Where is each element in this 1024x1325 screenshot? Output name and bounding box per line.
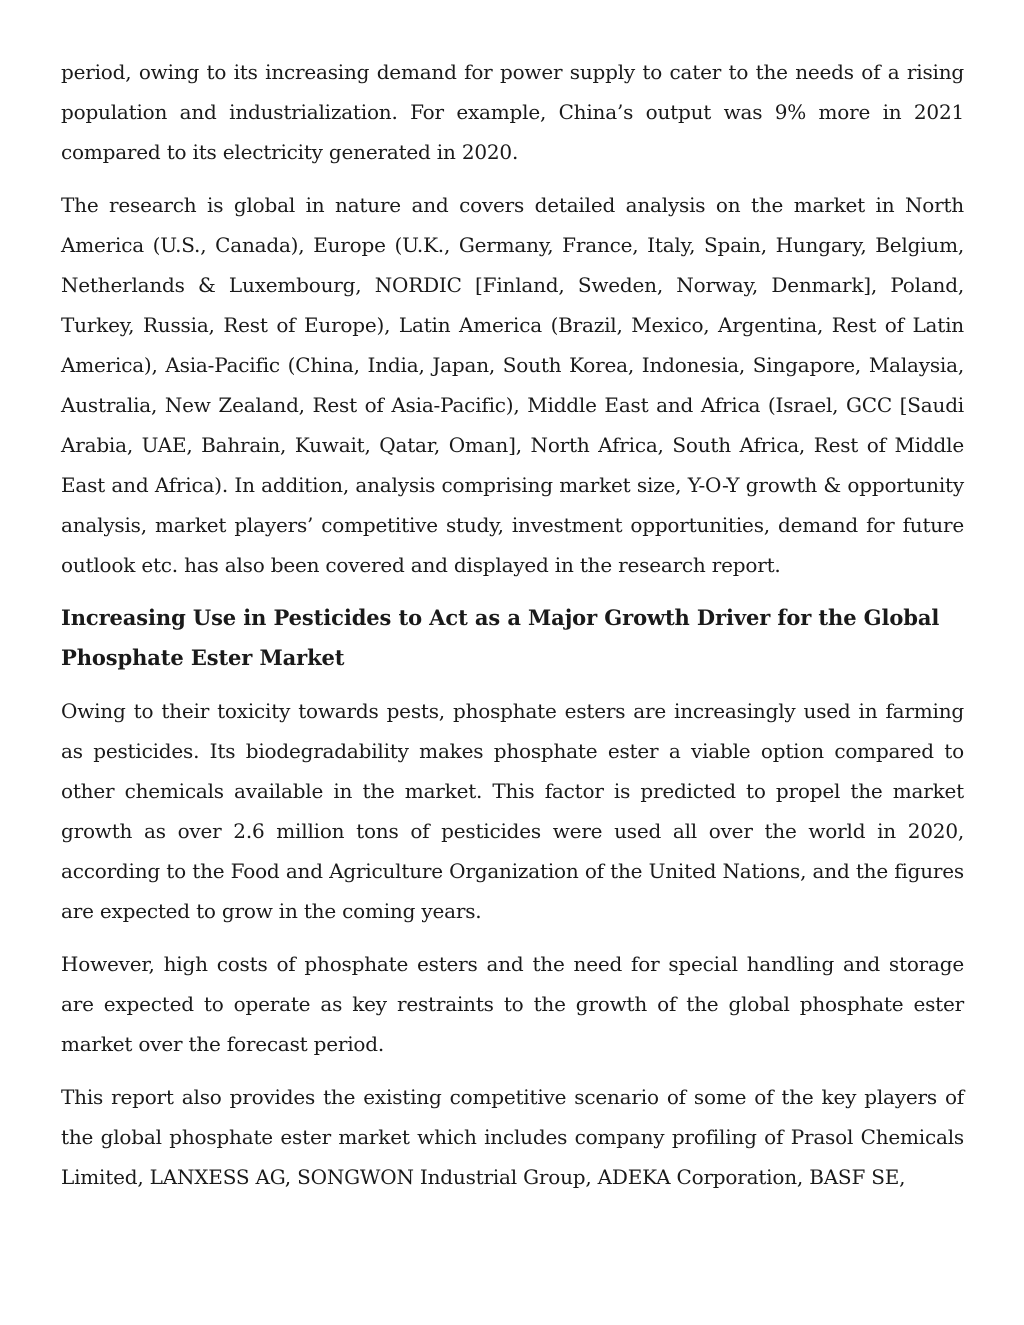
paragraph-pesticides-driver: Owing to their toxicity towards pests, phosphate esters are increasingly used in farming as pesticides. Its biodegradability makes phosphate ester a viable option compared to other chemicals available in the market. This factor is predicted to propel the market growth as over 2.6 million tons of pesticides were used all over the world in 2020, according to the Food and Agriculture Organization of the United Nations, and the figures are expected to grow in the coming years. bbox=[61, 699, 964, 923]
paragraph-restraints: However, high costs of phosphate esters and the need for special handling and storage are expected to operate as key restraints to the growth of the global phosphate ester market over the forecast period. bbox=[61, 952, 964, 1056]
paragraph-electricity-output: period, owing to its increasing demand for power supply to cater to the needs of a rising population and industrialization. For example, China’s output was 9% more in 2021 compared to its electricity generated in 2020. bbox=[61, 60, 964, 164]
paragraph-key-players: This report also provides the existing competitive scenario of some of the key players of the global phosphate ester market which includes company profiling of Prasol Chemicals Limited, LANXESS AG, SONGWON Industrial Group, ADEKA Corporation, BASF SE, bbox=[61, 1085, 964, 1189]
section-heading: Increasing Use in Pesticides to Act as a Major Growth Driver for the Global Phosphate Ester Market bbox=[61, 605, 940, 670]
document-page bbox=[61, 52, 964, 1210]
paragraph-regional-coverage: The research is global in nature and covers detailed analysis on the market in North America (U.S., Canada), Europe (U.K., Germany, France, Italy, Spain, Hungary, Belgium, Netherlands & Luxembourg, NORDIC [Finland, Sweden, Norway, Denmark], Poland, Turkey, Russia, Rest of Europe), Latin America (Brazil, Mexico, Argentina, Rest of Latin America), Asia-Pacific (China, India, Japan, South Korea, Indonesia, Singapore, Malaysia, Australia, New Zealand, Rest of Asia-Pacific), Middle East and Africa (Israel, GCC [Saudi Arabia, UAE, Bahrain, Kuwait, Qatar, Oman], North Africa, South Africa, Rest of Middle East and Africa). In addition, analysis comprising market size, Y-O-Y growth & opportunity analysis, market players’ competitive study, investment opportunities, demand for future outlook etc. has also been covered and displayed in the research report. bbox=[61, 193, 964, 577]
